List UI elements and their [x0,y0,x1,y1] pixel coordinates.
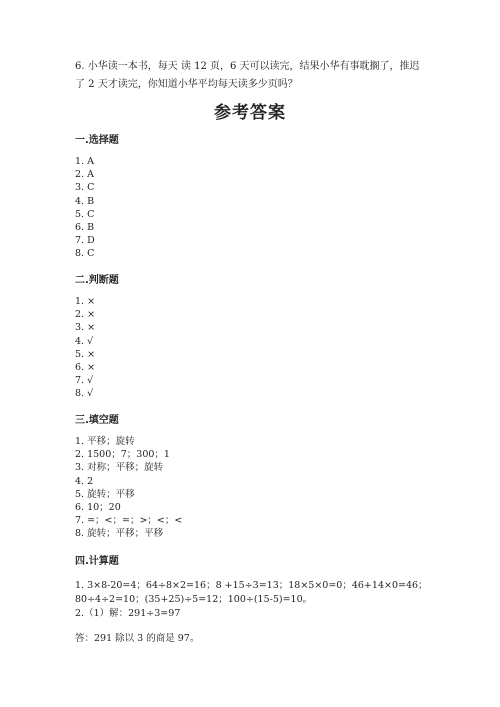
list-item: 4. √ [75,335,94,347]
list-item: 6. × [75,361,96,373]
list-item: 3. 对称；平移；旋转 [75,462,164,474]
question-6-line-2: 了 2 天才读完，你知道小华平均每天读多少页吗？ [75,79,298,90]
calc-answer-line-2: 80÷4÷2=10；(35+25)÷5=12；100÷(15-5)=10。 [75,594,313,605]
list-item: 6. 10；20 [75,501,121,513]
list-item: 4. 2 [75,475,94,487]
section-calc-heading: 四.计算题 [75,556,119,567]
list-item: 8. 旋转；平移；平移 [75,528,164,540]
list-item: 6. B [75,221,95,233]
list-item: 2. × [75,309,96,321]
calc-answer-line-1: 1. 3×8-20=4；64÷8×2=16；8 +15÷3=13；18×5×0=0；46+14×0=46； [75,580,428,591]
list-item: 1. × [75,296,96,307]
list-item: 2. 1500；7；300；1 [75,449,170,461]
calc-final-answer: 答：291 除以 3 的商是 97。 [75,633,200,644]
list-item: 5. 旋转；平移 [75,488,135,500]
list-item: 5. × [75,348,96,360]
list-item: 1. A [75,156,94,167]
list-item: 8. √ [75,388,94,400]
list-item: 5. C [75,208,95,220]
question-6 [75,58,425,94]
section-judge-heading: 二.判断题 [75,275,119,286]
list-item: 7. =；<；=；>；<；< [75,515,183,527]
section-fill-heading: 三.填空题 [75,415,119,426]
list-item: 3. × [75,322,96,334]
list-item: 8. C [75,248,95,260]
section-choice-heading: 一.选择题 [75,135,119,146]
list-item: 4. B [75,195,95,207]
list-item: 7. √ [75,375,94,387]
judge-answer-list [75,295,95,401]
question-6-line-1: 6. 小华读一本书，每天 读 12 页，6 天可以读完，结果小华有事耽搁了，推迟 [75,61,420,72]
list-item: 2. A [75,169,94,181]
list-item: 1. 平移；旋转 [75,436,135,447]
answer-title: 参考答案 [214,103,286,123]
list-item: 7. D [75,235,95,247]
calc-answer-line-3: 2.（1）解：291÷3=97 [75,608,181,619]
choice-answer-list [75,155,95,261]
list-item: 3. C [75,182,95,194]
fill-answer-list [75,435,182,541]
